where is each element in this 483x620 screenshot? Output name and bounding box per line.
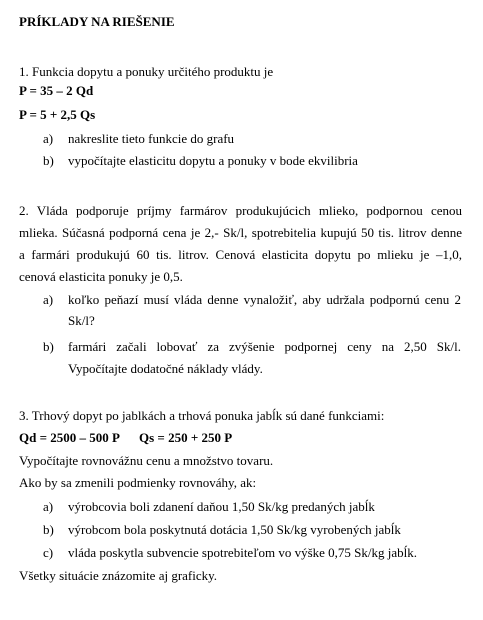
problem1-intro: 1. Funkcia dopytu a ponuky určitého produktu je — [19, 64, 274, 79]
item-letter: a) — [43, 131, 54, 146]
problem3-text-line: Vypočítajte rovnovážnu cenu a množstvo tovaru. — [19, 453, 274, 468]
problem2-text-line: 2. Vláda podporuje príjmy farmárov produkujúcich mlieko, podpornou cenou — [19, 203, 462, 218]
item-text: koľko peňazí musí vláda denne vynaložiť, aby udržala podpornú cenu 2 — [68, 292, 461, 307]
problem2-text-line: mlieka. Súčasná podporná cena je 2,- Sk/l, spotrebitelia kupujú 50 tis. litrov denne — [19, 225, 462, 240]
item-text-continued: Sk/l? — [68, 313, 95, 328]
problem3-text-line: Ako by sa zmenili podmienky rovnováhy, ak: — [19, 475, 257, 490]
item-text: výrobcovia boli zdanení daňou 1,50 Sk/kg predaných jabĺk — [68, 499, 375, 514]
problem3-intro: 3. Trhový dopyt po jablkách a trhová ponuka jabĺk sú dané funkciami: — [19, 408, 385, 423]
page-title: PRÍKLADY NA RIEŠENIE — [19, 14, 175, 29]
item-text: výrobcom bola poskytnutá dotácia 1,50 Sk/kg vyrobených jabĺk — [68, 522, 401, 537]
item-text: nakreslite tieto funkcie do grafu — [68, 131, 235, 146]
item-text-continued: Vypočítajte dodatočné náklady vlády. — [68, 361, 263, 376]
problem2-text-line: a farmári produkujú 60 tis. litrov. Cenová elasticita dopytu po mlieku je –1,0, — [19, 247, 462, 262]
problem3-equation-supply: Qs = 250 + 250 P — [139, 430, 233, 445]
item-letter: b) — [43, 522, 54, 537]
problem3-equation-demand: Qd = 2500 – 500 P — [19, 430, 120, 445]
item-letter: c) — [43, 545, 54, 560]
problem3-closing: Všetky situácie znázomite aj graficky. — [19, 568, 218, 583]
item-text: vypočítajte elasticitu dopytu a ponuky v bode ekvilibria — [68, 153, 358, 168]
item-letter: b) — [43, 339, 54, 354]
problem1-equation-supply: P = 5 + 2,5 Qs — [19, 107, 96, 122]
item-text: vláda poskytla subvencie spotrebiteľom vo výške 0,75 Sk/kg jabĺk. — [68, 545, 418, 560]
item-text: farmári začali lobovať za zvýšenie podpornej ceny na 2,50 Sk/l. — [68, 339, 461, 354]
item-letter: b) — [43, 153, 54, 168]
problem1-equation-demand: P = 35 – 2 Qd — [19, 83, 94, 98]
item-letter: a) — [43, 292, 54, 307]
item-letter: a) — [43, 499, 54, 514]
problem2-text-line: cenová elasticita ponuky je 0,5. — [19, 269, 183, 284]
